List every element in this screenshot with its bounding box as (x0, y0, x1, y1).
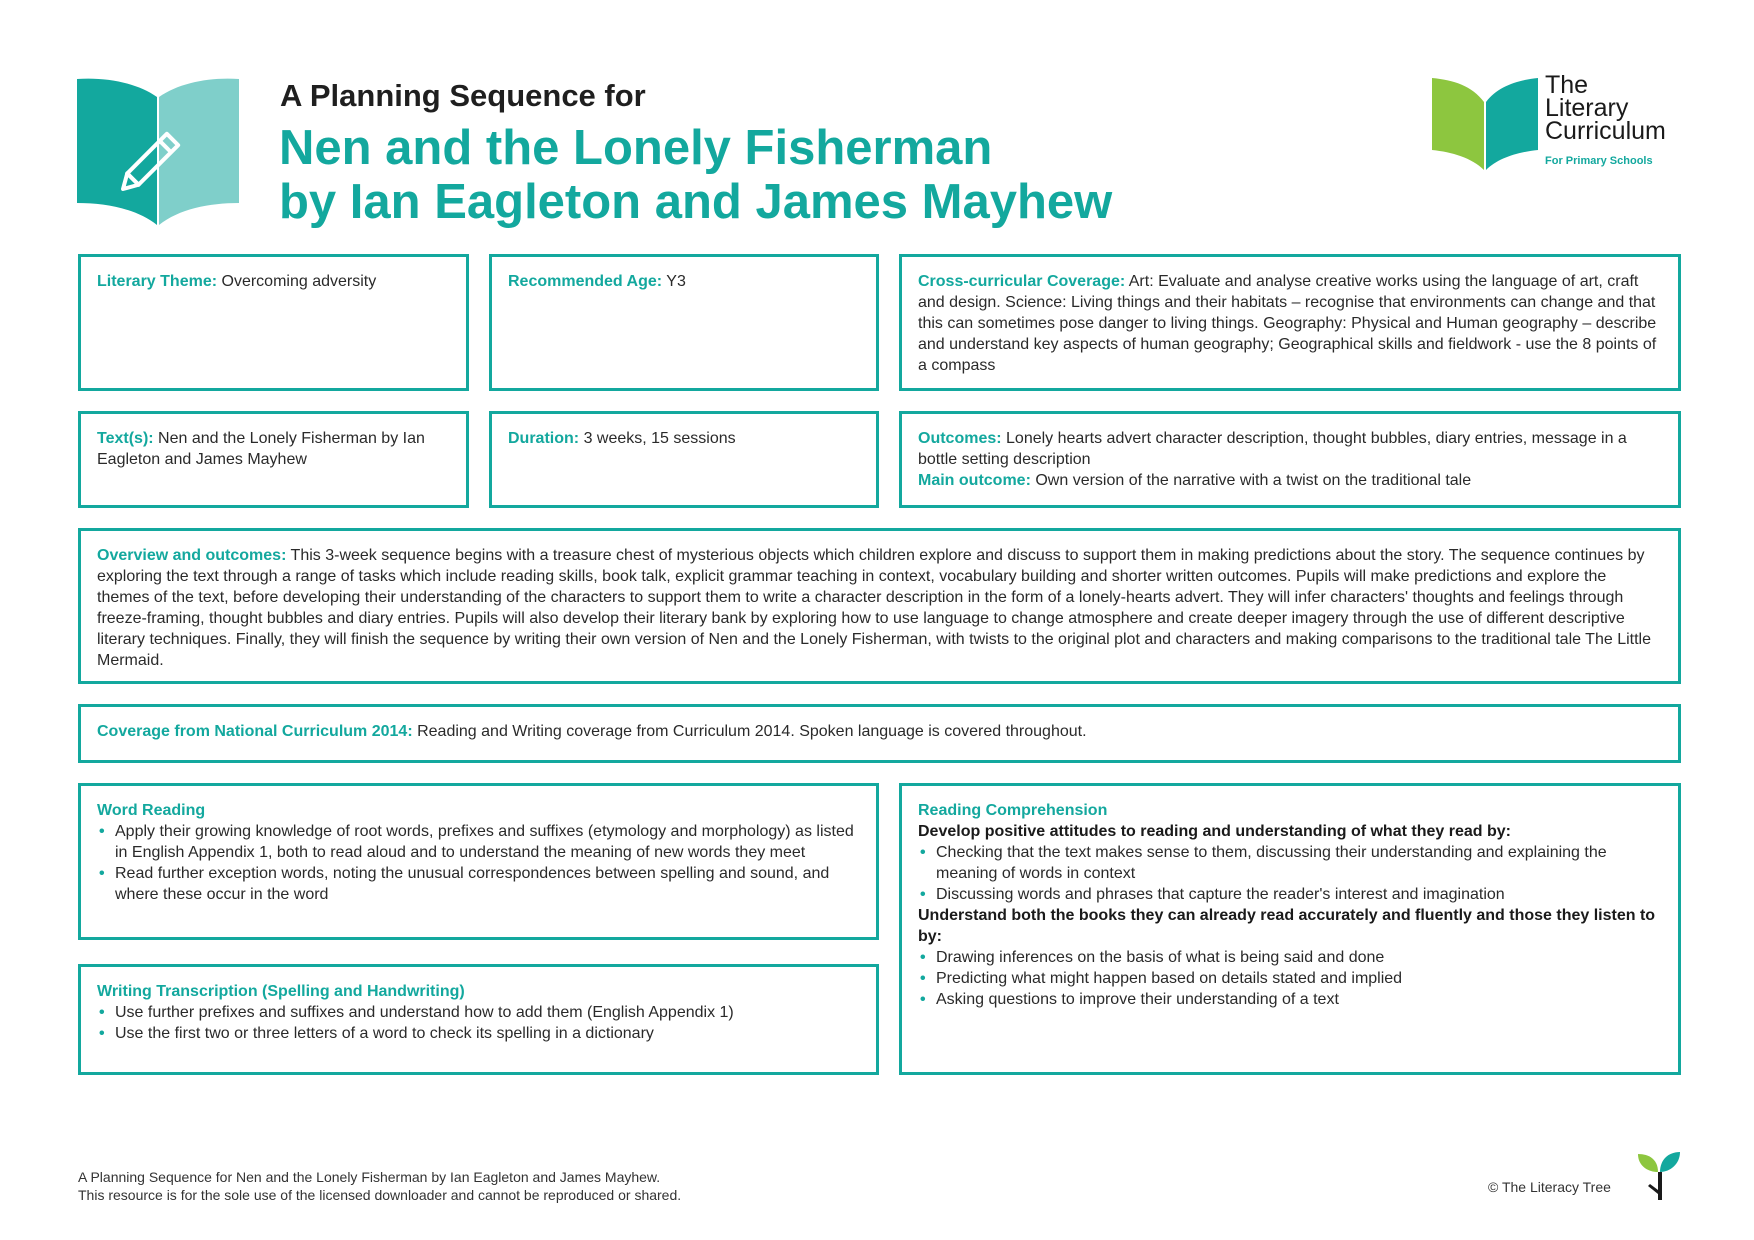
outcomes-value: Lonely hearts advert character description, thought bubbles, diary entries, message in a bottle setting description (918, 430, 1627, 468)
recommended-age-box (489, 254, 879, 391)
duration-value: 3 weeks, 15 sessions (583, 430, 736, 447)
footer-copyright: © The Literacy Tree (1488, 1179, 1611, 1195)
literary-theme-value: Overcoming adversity (221, 273, 377, 290)
list-item: • Apply their growing knowledge of root words, prefixes and suffixes (etymology and morphology) as listed in English Appendix 1, both to read aloud and to understand the meaning of new words they meet (115, 821, 860, 863)
main-outcome-value: Own version of the narrative with a twist on the traditional tale (1035, 472, 1472, 489)
list-item: • Use the first two or three letters of a word to check its spelling in a dictionary (115, 1023, 860, 1044)
brand-tagline: For Primary Schools (1545, 155, 1653, 167)
literary-theme-box (78, 254, 469, 391)
word-reading-list (97, 821, 860, 905)
outcomes-box (899, 411, 1681, 508)
cross-curricular-box (899, 254, 1681, 391)
comprehension-list-2 (918, 947, 1662, 1010)
coverage-value: Reading and Writing coverage from Curriculum 2014. Spoken language is covered throughout. (417, 723, 1087, 740)
comprehension-subheading-1: Develop positive attitudes to reading and understanding of what they read by: (918, 823, 1511, 840)
brand-line1: The (1545, 71, 1589, 99)
writing-transcription-list (97, 1002, 860, 1044)
header-kicker: A Planning Sequence for (280, 78, 646, 113)
reading-comprehension-title: Reading Comprehension (918, 802, 1108, 819)
duration-label: Duration: (508, 430, 580, 447)
outcomes-label: Outcomes: (918, 430, 1002, 447)
word-reading-box (78, 783, 879, 940)
list-item: • Discussing words and phrases that capture the reader's interest and imagination (936, 884, 1662, 905)
coverage-box (78, 704, 1681, 763)
list-item: • Predicting what might happen based on details stated and implied (936, 968, 1662, 989)
cross-curricular-label: Cross-curricular Coverage: (918, 273, 1126, 290)
writing-transcription-box (78, 964, 879, 1075)
list-item: • Drawing inferences on the basis of what is being said and done (936, 947, 1662, 968)
texts-box (78, 411, 469, 508)
duration-box (489, 411, 879, 508)
overview-box (78, 528, 1681, 684)
literacy-tree-icon (1636, 1150, 1682, 1202)
texts-label: Text(s): (97, 430, 154, 447)
literary-curriculum-logo-icon (1432, 78, 1542, 170)
recommended-age-value: Y3 (666, 273, 686, 290)
comprehension-list-1 (918, 842, 1662, 905)
list-item: • Read further exception words, noting the unusual correspondences between spelling and sound, and where these occur in the word (115, 863, 860, 905)
reading-comprehension-box (899, 783, 1681, 1075)
texts-value: Nen and the Lonely Fisherman by Ian Eagleton and James Mayhew (97, 430, 425, 468)
brand-line3: Curriculum (1545, 117, 1666, 145)
cross-curricular-value: Art: Evaluate and analyse creative works using the language of art, craft and design. Science: Living things and their habitats – recognise that environments can change and that this can sometimes pose danger to living things. Geography: Physical and Human geography – describe and understand key aspects of human geography; Geographical skills and fieldwork - use the 8 points of a compass (918, 273, 1657, 374)
writing-transcription-title: Writing Transcription (Spelling and Handwriting) (97, 983, 465, 1000)
list-item: • Use further prefixes and suffixes and understand how to add them (English Appendix 1) (115, 1002, 860, 1023)
word-reading-title: Word Reading (97, 802, 206, 819)
footer-notice (78, 1168, 681, 1204)
footer-line2: This resource is for the sole use of the licensed downloader and cannot be reproduced or shared. (78, 1187, 682, 1203)
page-title-line2: by Ian Eagleton and James Mayhew (279, 175, 1113, 229)
recommended-age-label: Recommended Age: (508, 273, 663, 290)
brand-wordmark (1545, 71, 1666, 145)
footer-line1: A Planning Sequence for Nen and the Lonely Fisherman by Ian Eagleton and James Mayhew. (78, 1169, 661, 1185)
main-outcome-label: Main outcome: (918, 472, 1031, 489)
coverage-label: Coverage from National Curriculum 2014: (97, 723, 413, 740)
overview-label: Overview and outcomes: (97, 547, 287, 564)
list-item: • Asking questions to improve their understanding of a text (936, 989, 1662, 1010)
comprehension-subheading-2: Understand both the books they can already read accurately and fluently and those they listen to by: (918, 907, 1656, 945)
brand-line2: Literary (1545, 94, 1629, 122)
book-pencil-icon (77, 77, 239, 225)
literary-theme-label: Literary Theme: (97, 273, 218, 290)
page-title-line1: Nen and the Lonely Fisherman (279, 121, 993, 175)
overview-value: This 3-week sequence begins with a treasure chest of mysterious objects which children explore and discuss to support them in making predictions about the story. The sequence continues by exploring the text through a range of tasks which include reading skills, book talk, explicit grammar teaching in context, vocabulary building and shorter written outcomes. Pupils will make predictions and explore the themes of the text, before developing their understanding of the characters to support them to write a character description in the form of a lonely-hearts advert. They will infer characters' thoughts and feelings through freeze-framing, thought bubbles and diary entries. Pupils will also develop their literary bank by exploring how to use language to change atmosphere and create deeper imagery through the use of different descriptive literary techniques. Finally, they will finish the sequence by writing their own version of Nen and the Lonely Fisherman, with twists to the original plot and characters and making comparisons to the traditional tale The Little Mermaid. (97, 547, 1651, 669)
list-item: • Checking that the text makes sense to them, discussing their understanding and explaining the meaning of words in context (936, 842, 1662, 884)
